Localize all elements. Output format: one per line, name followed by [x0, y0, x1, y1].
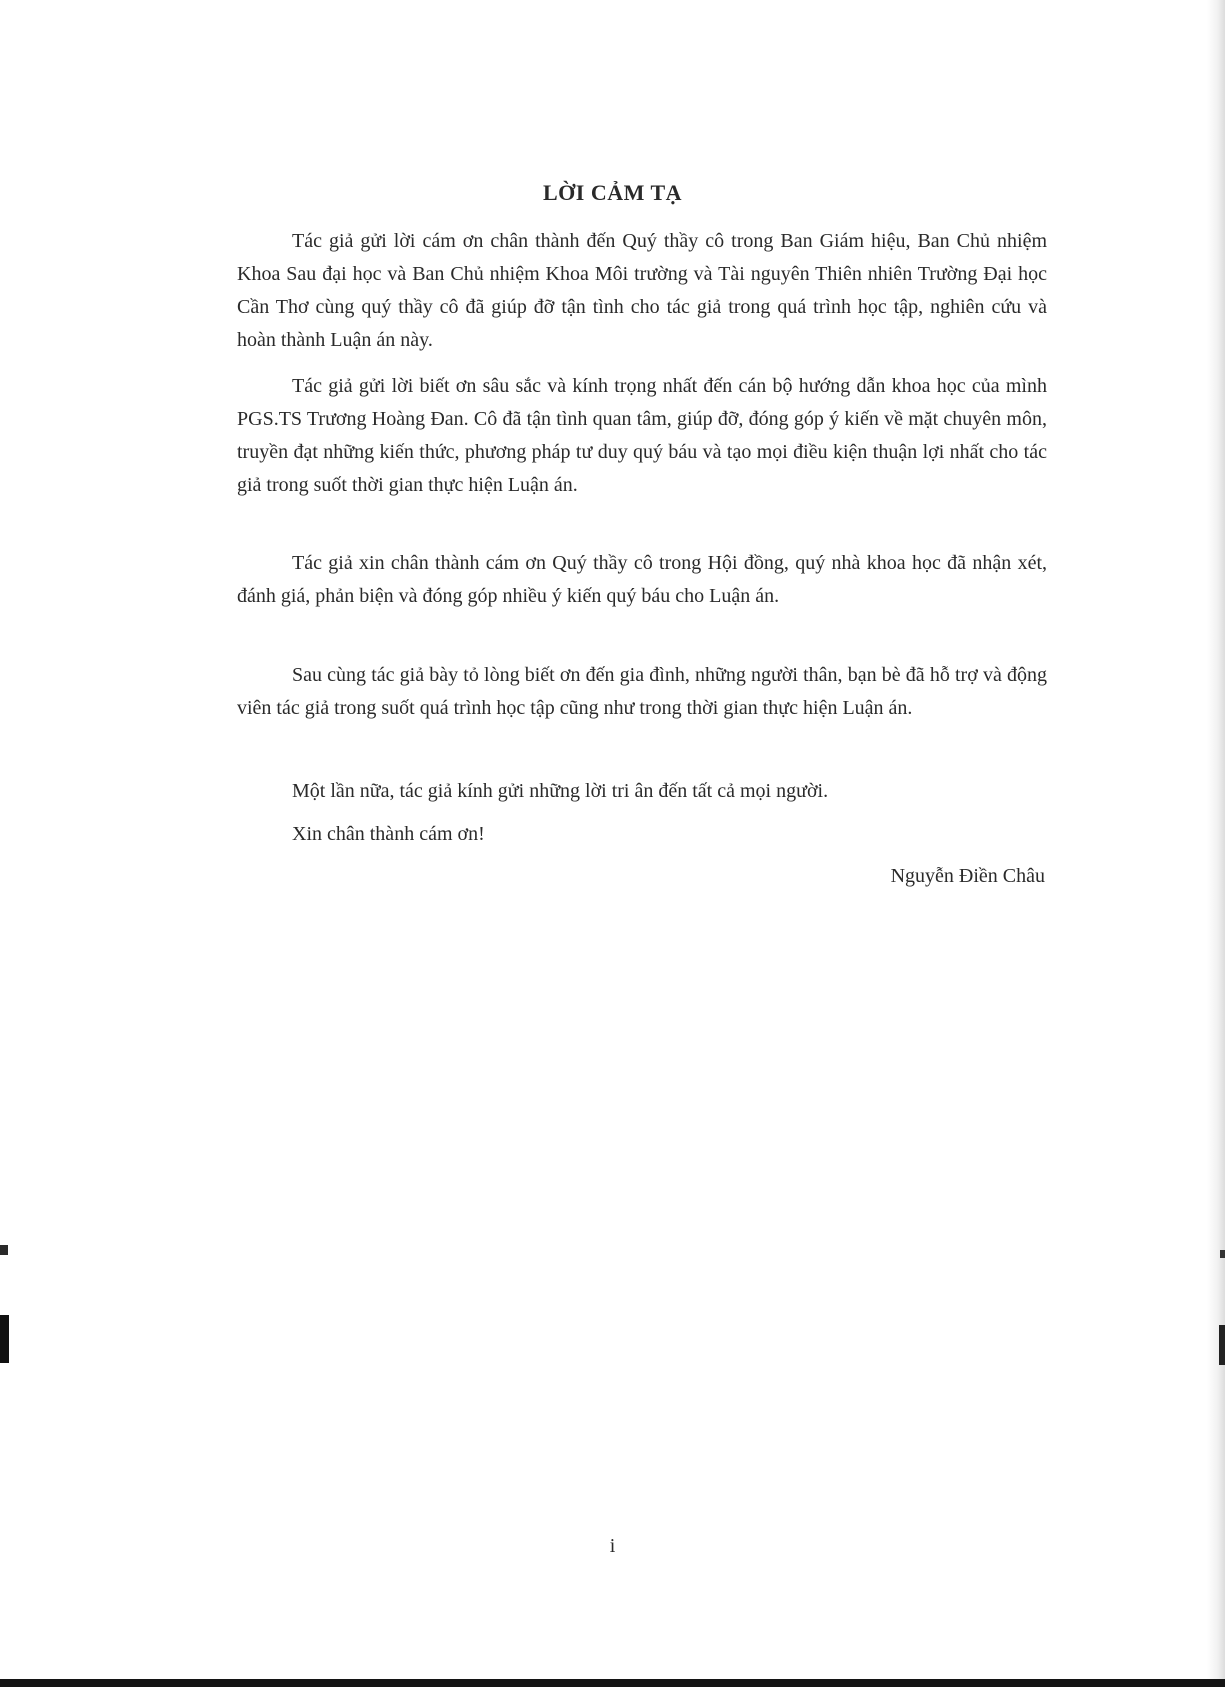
author-signature: Nguyễn Điền Châu [890, 865, 1045, 887]
page-title: LỜI CẢM TẠ [542, 180, 683, 205]
paragraph-3: Tác giả xin chân thành cám ơn Quý thầy cô trong Hội đồng, quý nhà khoa học đã nhận xét, đánh giá, phản biện và đóng góp nhiều ý kiến quý báu cho Luận án. [237, 552, 1047, 607]
paragraph-1: Tác giả gửi lời cám ơn chân thành đến Quý thầy cô trong Ban Giám hiệu, Ban Chủ nhiệm Khoa Sau đại học và Ban Chủ nhiệm Khoa Môi trường và Tài nguyên Thiên nhiên Trường Đại học Cần Thơ cùng quý thầy cô đã giúp đỡ tận tình cho tác giả trong quá trình học tập, nghiên cứu và hoàn thành Luận án này. [237, 230, 1047, 351]
scan-edge-shadow [1207, 0, 1225, 1687]
scan-bottom-border [0, 1679, 1225, 1687]
scan-right-mark [1220, 1250, 1225, 1258]
paragraph-2: Tác giả gửi lời biết ơn sâu sắc và kính trọng nhất đến cán bộ hướng dẫn khoa học của mình PGS.TS Trương Hoàng Đan. Cô đã tận tình quan tâm, giúp đỡ, đóng góp ý kiến về mặt chuyên môn, truyền đạt những kiến thức, phương pháp tư duy quý báu và tạo mọi điều kiện thuận lợi nhất cho tác giả trong suốt thời gian thực hiện Luận án. [237, 375, 1047, 496]
paragraph-6: Xin chân thành cám ơn! [292, 823, 485, 845]
scan-left-mark [0, 1245, 8, 1255]
paragraph-5: Một lần nữa, tác giả kính gửi những lời tri ân đến tất cả mọi người. [292, 780, 829, 802]
paragraph-4: Sau cùng tác giả bày tỏ lòng biết ơn đến gia đình, những người thân, bạn bè đã hỗ trợ và động viên tác giả trong suốt quá trình học tập cũng như trong thời gian thực hiện Luận án. [237, 664, 1047, 719]
scan-right-mark [1219, 1325, 1225, 1365]
scan-left-mark [0, 1315, 9, 1363]
page-number: i [609, 1535, 616, 1557]
